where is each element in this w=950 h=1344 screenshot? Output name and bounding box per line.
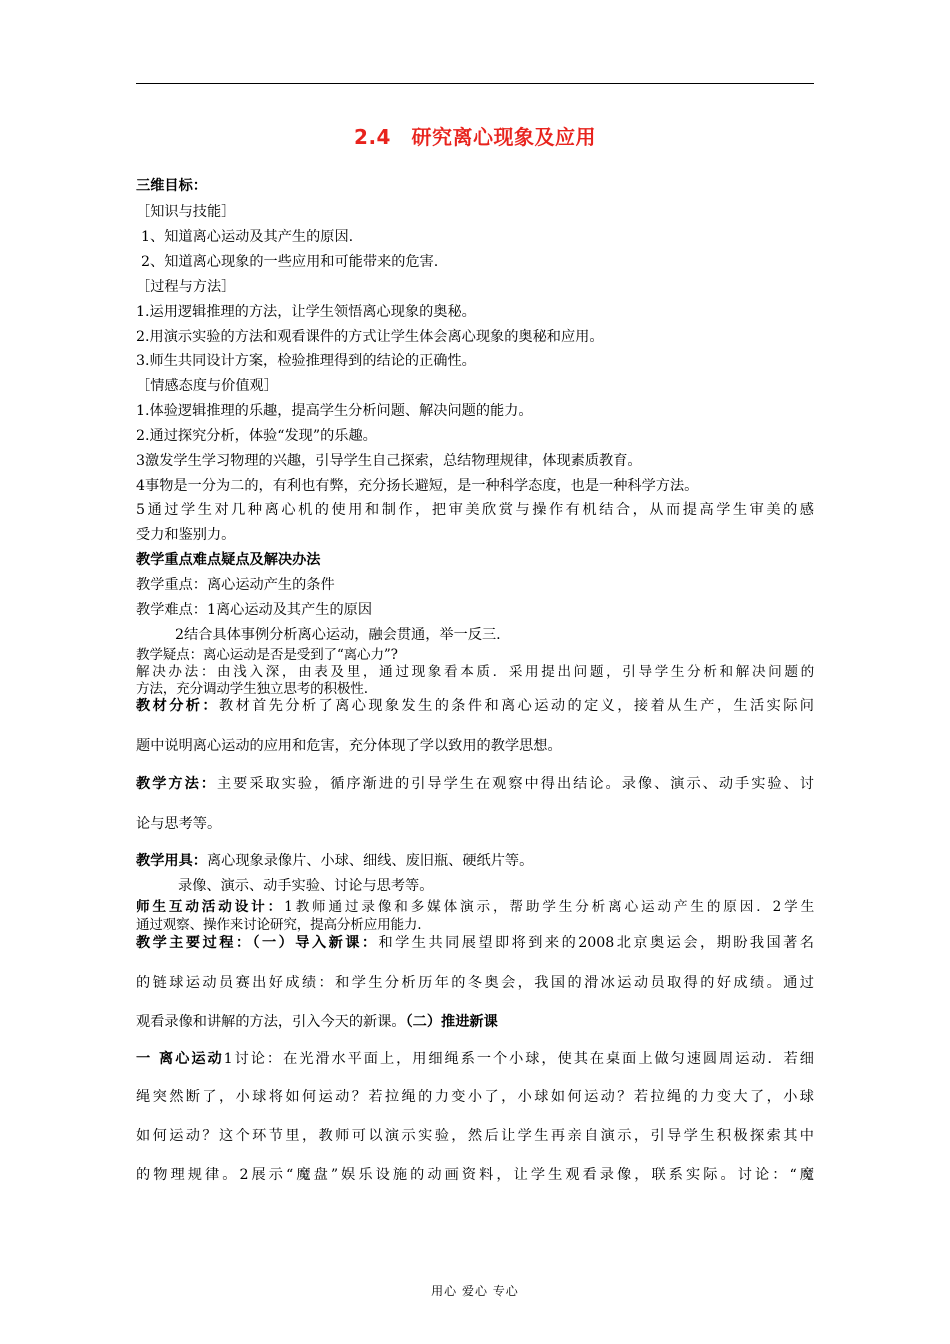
analysis-label: 教材分析：	[136, 698, 219, 714]
interaction-text: 1教师通过录像和多媒体演示，帮助学生分析离心运动产生的原因．2学生	[284, 899, 814, 915]
emotion-item: 4事物是一分为二的，有利也有弊，充分扬长避短，是一种科学态度，也是一种科学方法。	[136, 478, 699, 494]
emotion-heading: ［情感态度与价值观］	[136, 378, 278, 394]
teaching-difficulty-2: 2结合具体事例分析离心运动，融会贯通，举一反三.	[175, 627, 501, 643]
process-main-label: 教学主要过程：（一）导入新课：	[136, 935, 379, 951]
process-item: 1.运用逻辑推理的方法，让学生领悟离心现象的奥秘。	[136, 304, 476, 320]
tools-label: 教学用具：	[136, 853, 207, 869]
centrifugal-line-4: 的物理规律。2展示“魔盘”娱乐设施的动画资料，让学生观看录像，联系实际。讨论：“魔	[136, 1167, 814, 1183]
teaching-focus: 教学重点：离心运动产生的条件	[136, 577, 335, 593]
analysis-line-2: 题中说明离心运动的应用和危害，充分体现了学以致用的教学思想。	[136, 738, 562, 754]
centrifugal-line-3: 如何运动？这个环节里，教师可以演示实验，然后让学生再亲自演示，引导学生积极探索其中	[136, 1128, 814, 1144]
solution-line: 解决办法：由浅入深，由表及里，通过现象看本质．采用提出问题，引导学生分析和解决问题的	[136, 664, 814, 680]
tools-text: 离心现象录像片、小球、细线、废旧瓶、硬纸片等。	[206, 853, 534, 869]
method-label: 教学方法：	[136, 776, 217, 792]
interaction-line-2: 通过观察、操作来讨论研究，提高分析应用能力.	[136, 917, 422, 933]
method-line	[136, 775, 814, 793]
centrifugal-line-2: 绳突然断了，小球将如何运动？若拉绳的力变小了，小球如何运动？若拉绳的力变大了，小球	[136, 1089, 814, 1105]
knowledge-item: 1、知道离心运动及其产生的原因.	[141, 229, 354, 245]
page-footer: 用心 爱心 专心	[431, 1284, 519, 1298]
process-main-text: 和学生共同展望即将到来的2008北京奥运会，期盼我国著名	[378, 935, 814, 951]
process-heading: ［过程与方法］	[136, 279, 236, 295]
knowledge-item: 2、知道离心现象的一些应用和可能带来的危害.	[141, 254, 439, 270]
process-main-line-2: 的链球运动员赛出好成绩：和学生分析历年的冬奥会，我国的滑冰运动员取得的好成绩。通过	[136, 975, 814, 991]
emotion-item: 2.通过探究分析，体验“发现”的乐趣。	[136, 428, 377, 444]
process-item: 3.师生共同设计方案，检验推理得到的结论的正确性。	[136, 353, 476, 369]
teaching-doubt: 教学疑点：离心运动是否是受到了“离心力”?	[136, 647, 398, 663]
emotion-item: 1.体验逻辑推理的乐趣，提高学生分析问题、解决问题的能力。	[136, 403, 533, 419]
emotion-item: 受力和鉴别力。	[136, 527, 236, 543]
process-main-line-3	[136, 1013, 498, 1031]
goals-heading: 三维目标：	[136, 178, 207, 194]
centrifugal-line	[136, 1050, 814, 1068]
tools-line-2: 录像、演示、动手实验、讨论与思考等。	[178, 878, 434, 894]
method-line-2: 论与思考等。	[136, 816, 222, 832]
teaching-difficulty: 教学难点：1离心运动及其产生的原因	[136, 602, 373, 618]
emotion-item: 5通过学生对几种离心机的使用和制作，把审美欣赏与操作有机结合，从而提高学生审美的感	[136, 502, 814, 518]
header-rule	[136, 83, 814, 84]
interaction-label: 师生互动活动设计：	[136, 899, 285, 915]
new-lesson-label: （二）推进新课	[405, 1014, 498, 1030]
method-text: 主要采取实验，循序渐进的引导学生在观察中得出结论。录像、演示、动手实验、讨	[216, 776, 814, 792]
interaction-line	[136, 898, 814, 916]
analysis-line	[136, 697, 814, 715]
centrifugal-label: 一 离心运动	[136, 1051, 224, 1067]
analysis-text: 教材首先分析了离心现象发生的条件和离心运动的定义，接着从生产，生活实际问	[218, 698, 814, 714]
solution-line: 方法，充分调动学生独立思考的积极性.	[136, 681, 368, 697]
process-item: 2.用演示实验的方法和观看课件的方式让学生体会离心现象的奥秘和应用。	[136, 329, 604, 345]
tools-line	[136, 852, 533, 870]
key-points-heading: 教学重点难点疑点及解决办法	[136, 552, 321, 568]
process-main-text-3: 观看录像和讲解的方法，引入今天的新课。	[136, 1014, 406, 1030]
process-main-line	[136, 934, 814, 952]
emotion-item: 3激发学生学习物理的兴趣，引导学生自己探索，总结物理规律，体现素质教育。	[136, 453, 642, 469]
knowledge-heading: ［知识与技能］	[136, 204, 236, 220]
centrifugal-text: 1讨论：在光滑水平面上，用细绳系一个小球，使其在桌面上做匀速圆周运动．若细	[223, 1051, 814, 1067]
document-title: 2.4 研究离心现象及应用	[354, 125, 596, 149]
